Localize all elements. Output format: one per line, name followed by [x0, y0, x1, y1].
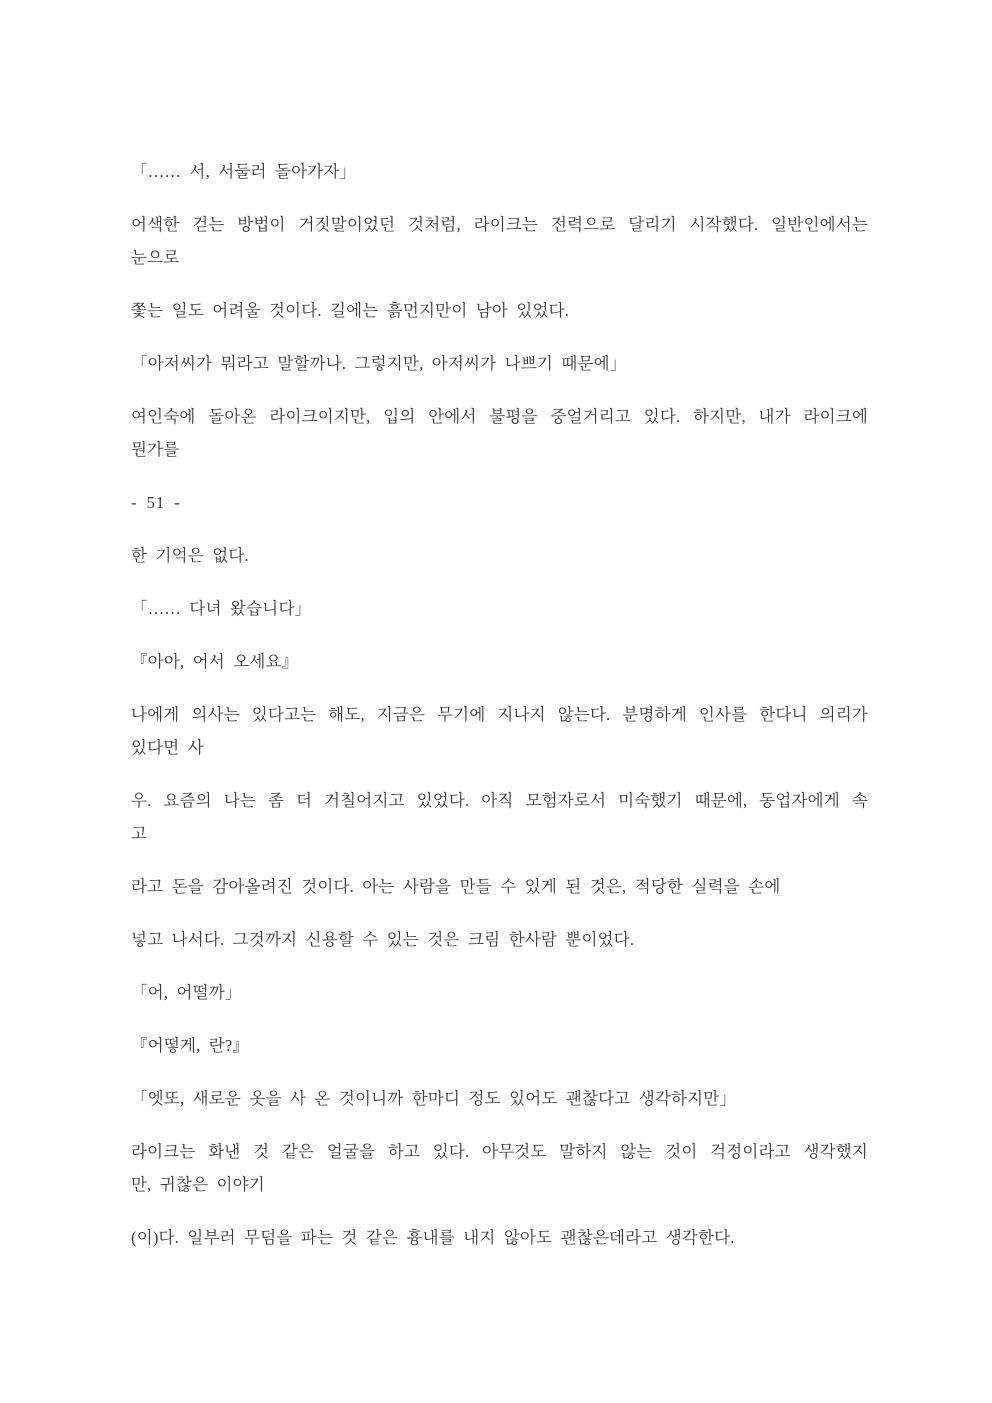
dialogue-line: 「…… 다녀 왔습니다」 [131, 599, 312, 618]
text-line: 뭔가를 [131, 440, 180, 459]
text-line: 만, 귀찮은 이야기 [131, 1175, 265, 1194]
paragraph [131, 347, 868, 380]
paragraph [131, 923, 868, 956]
dialogue-line: 「어, 어떨까」 [131, 983, 242, 1002]
text-line: 라고 돈을 감아올려진 것이다. 아는 사람을 만들 수 있게 된 것은, 적당한 실력을 손에 [131, 877, 781, 896]
text-line: 눈으로 [131, 248, 180, 267]
paragraph [131, 539, 868, 572]
text-line: 넣고 나서다. 그것까지 신용할 수 있는 것은 크림 한사람 뿐이었다. [131, 930, 635, 949]
paragraph [131, 976, 868, 1009]
paragraph [131, 294, 868, 327]
paragraph [131, 400, 868, 466]
paragraph [131, 1221, 868, 1254]
paragraph [131, 592, 868, 625]
paragraph [131, 698, 868, 764]
paragraph [131, 1029, 868, 1062]
paragraph [131, 155, 868, 188]
page-number-marker: - 51 - [131, 493, 181, 512]
text-line: 나에게 의사는 있다고는 해도, 지금은 무기에 지나지 않는다. 분명하게 인사를 한다니 의리가 [131, 705, 868, 724]
paragraph [131, 1082, 868, 1115]
text-line: 쫓는 일도 어려울 것이다. 길에는 흙먼지만이 남아 있었다. [131, 301, 570, 320]
paragraph [131, 870, 868, 903]
text-line: 라이크는 화낸 것 같은 얼굴을 하고 있다. 아무것도 말하지 않는 것이 걱정이라고 생각했지 [131, 1142, 868, 1161]
paragraph [131, 645, 868, 678]
paragraph [131, 1135, 868, 1201]
dialogue-line: 「…… 서, 서둘러 돌아가자」 [131, 162, 357, 181]
text-line: 한 기억은 없다. [131, 546, 249, 565]
text-line: 있다면 사 [131, 738, 204, 757]
dialogue-line: 『어떻게, 란?』 [131, 1036, 250, 1055]
text-line: 고 [131, 824, 148, 843]
text-line: 여인숙에 돌아온 라이크이지만, 입의 안에서 불평을 중얼거리고 있다. 하지만, 내가 라이크에 [131, 407, 868, 426]
paragraph [131, 486, 868, 519]
dialogue-line: 「아저씨가 뭐라고 말할까나. 그렇지만, 아저씨가 나쁘기 때문에」 [131, 354, 627, 373]
text-line: 우. 요즘의 나는 좀 더 거칠어지고 있었다. 아직 모험자로서 미숙했기 때문에, 동업자에게 속 [131, 791, 868, 810]
paragraph [131, 784, 868, 850]
paragraph [131, 208, 868, 274]
dialogue-line: 『아아, 어서 오세요』 [131, 652, 299, 671]
text-line: 어색한 걷는 방법이 거짓말이었던 것처럼, 라이크는 전력으로 달리기 시작했다. 일반인에서는 [131, 215, 868, 234]
dialogue-line: 「엣또, 새로운 옷을 사 온 것이니까 한마디 정도 있어도 괜찮다고 생각하지만」 [131, 1089, 737, 1108]
text-line: (이)다. 일부러 무덤을 파는 것 같은 흉내를 내지 않아도 괜찮은데라고 생각한다. [131, 1228, 735, 1247]
